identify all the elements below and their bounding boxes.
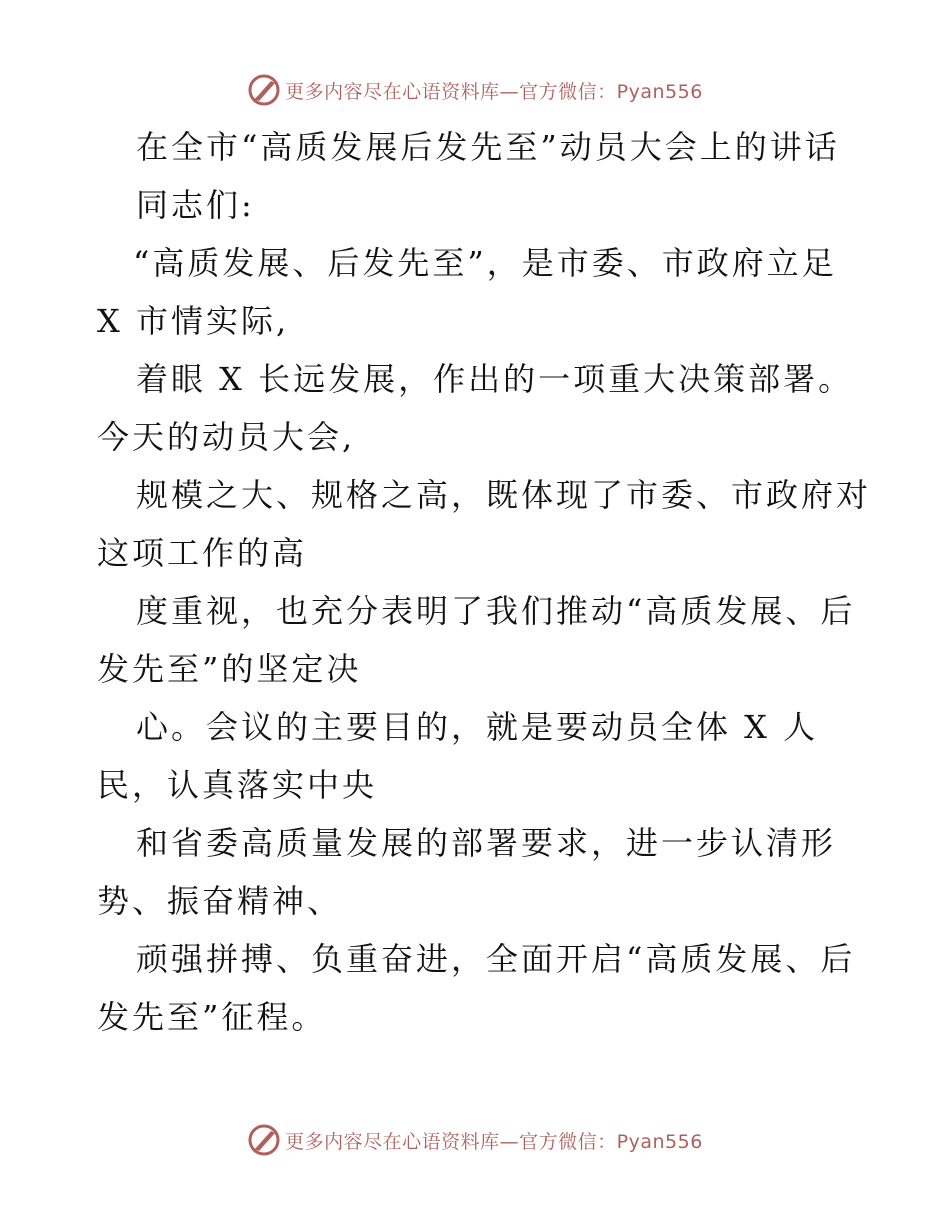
document-body: [97, 118, 872, 1046]
text-line: 着眼 X 长远发展，作出的一项重大决策部署。: [136, 360, 854, 398]
text-line: 民，认真落实中央: [97, 766, 378, 804]
text-line: 规模之大、规格之高，既体现了市委、市政府对: [136, 476, 872, 514]
text-line: X 市情实际,: [97, 302, 290, 340]
text-line: “高质发展、后发先至”，是市委、市政府立足: [133, 244, 837, 282]
text-line: 顽强拼搏、负重奋进，全面开启“高质发展、后: [136, 940, 856, 978]
quill-pen-logo-icon: [247, 73, 281, 107]
watermark-text: 更多内容尽在心语资料库—官方微信：Pyan556: [285, 1130, 703, 1153]
salutation: 同志们:: [136, 186, 255, 224]
text-line: 心。会议的主要目的，就是要动员全体 X 人: [136, 708, 819, 746]
footer-watermark: [0, 1120, 950, 1160]
speech-title: 在全市“高质发展后发先至”动员大会上的讲话: [136, 128, 840, 166]
text-line: 发先至”征程。: [97, 998, 327, 1036]
watermark-text: 更多内容尽在心语资料库—官方微信：Pyan556: [285, 80, 703, 103]
text-line: 这项工作的高: [97, 534, 308, 572]
text-line: 和省委高质量发展的部署要求，进一步认清形: [136, 824, 837, 862]
text-line: 今天的动员大会,: [97, 418, 356, 456]
text-line: 度重视，也充分表明了我们推动“高质发展、后: [136, 592, 856, 630]
quill-pen-logo-icon: [247, 1123, 281, 1157]
text-line: 势、振奋精神、: [97, 882, 343, 920]
text-line: 发先至”的坚定决: [97, 650, 362, 688]
header-watermark: [0, 70, 950, 110]
